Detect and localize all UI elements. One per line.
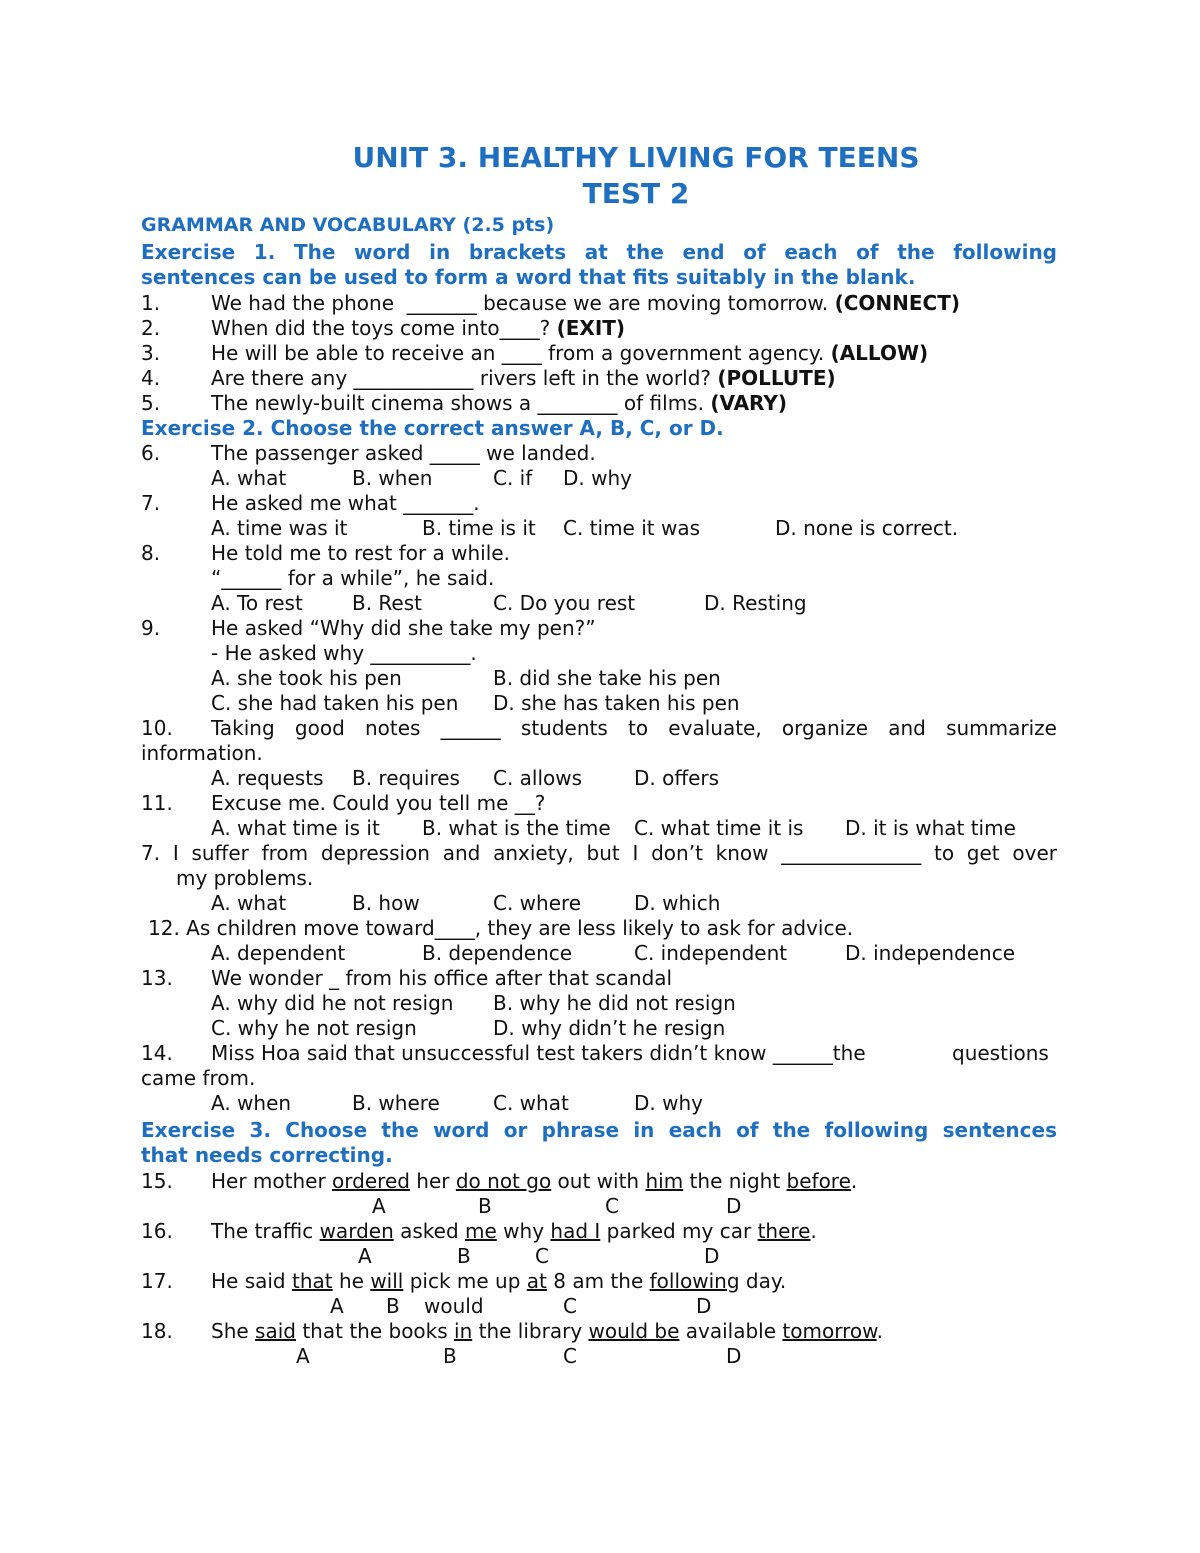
letter-c: C bbox=[563, 1294, 577, 1318]
question-keyword: (CONNECT) bbox=[834, 291, 961, 315]
exercise-1-heading-cont: sentences can be used to form a word that fits suitably in the blank. bbox=[141, 265, 916, 289]
page-title: UNIT 3. HEALTHY LIVING FOR TEENS bbox=[352, 141, 920, 174]
option-a: A. she took his pen bbox=[211, 666, 402, 690]
option-a: A. what bbox=[211, 466, 287, 490]
question-number: 11. bbox=[141, 791, 173, 815]
option-a: A. time was it bbox=[211, 516, 348, 540]
option-d: D. she has taken his pen bbox=[493, 691, 740, 715]
question-number: 3. bbox=[141, 341, 161, 365]
question-8: He told me to rest for a while. bbox=[211, 541, 510, 565]
question-8-prompt: “______ for a while”, he said. bbox=[211, 566, 495, 590]
question-number: 13. bbox=[141, 966, 173, 990]
underlined-a: ordered bbox=[332, 1169, 410, 1193]
underlined-d: tomorrow bbox=[782, 1319, 877, 1343]
text-segment: . bbox=[876, 1319, 883, 1343]
text-segment: He said bbox=[211, 1269, 292, 1293]
letter-b: B bbox=[386, 1294, 400, 1318]
question-keyword: (VARY) bbox=[710, 391, 787, 415]
option-d: D. why didn’t he resign bbox=[493, 1016, 726, 1040]
option-c: C. allows bbox=[493, 766, 583, 790]
option-a: A. To rest bbox=[211, 591, 303, 615]
letter-d: D bbox=[696, 1294, 712, 1318]
underlined-c: him bbox=[645, 1169, 684, 1193]
underlined-a: warden bbox=[319, 1219, 394, 1243]
option-d: D. offers bbox=[634, 766, 720, 790]
question-12: 12. As children move toward____, they are less likely to ask for advice. bbox=[148, 916, 854, 940]
letter-c: C bbox=[605, 1194, 619, 1218]
question-18 bbox=[211, 1319, 883, 1344]
option-d: D. Resting bbox=[704, 591, 807, 615]
question-number: 17. bbox=[141, 1269, 173, 1293]
text-segment: the library bbox=[472, 1319, 589, 1343]
underlined-b: in bbox=[454, 1319, 473, 1343]
section-heading: GRAMMAR AND VOCABULARY (2.5 pts) bbox=[141, 214, 555, 236]
option-b: B. time is it bbox=[422, 516, 536, 540]
option-c: C. why he not resign bbox=[211, 1016, 417, 1040]
underlined-c: had I bbox=[550, 1219, 601, 1243]
letter-c: C bbox=[535, 1244, 549, 1268]
text-segment: her bbox=[409, 1169, 456, 1193]
question-11: Excuse me. Could you tell me __? bbox=[211, 791, 546, 815]
text-segment: the night bbox=[683, 1169, 787, 1193]
question-14: Miss Hoa said that unsuccessful test takers didn’t know ______the bbox=[211, 1041, 866, 1065]
underlined-d: following bbox=[649, 1269, 740, 1293]
option-b: B. what is the time bbox=[422, 816, 611, 840]
correction-hint: would bbox=[424, 1294, 484, 1318]
text-segment: parked my car bbox=[600, 1219, 758, 1243]
option-b: B. how bbox=[352, 891, 420, 915]
letter-d: D bbox=[704, 1244, 720, 1268]
question-1 bbox=[211, 291, 960, 316]
underlined-a: that bbox=[292, 1269, 333, 1293]
question-16 bbox=[211, 1219, 817, 1244]
option-b: B. dependence bbox=[422, 941, 573, 965]
letter-a: A bbox=[330, 1294, 344, 1318]
question-text: Are there any ____________ rivers left in the world? bbox=[211, 366, 718, 390]
letter-b: B bbox=[457, 1244, 471, 1268]
question-10: Taking good notes ______ students to evaluate, organize and summarize bbox=[211, 716, 1057, 740]
question-3 bbox=[211, 341, 928, 366]
exercise-2-heading: Exercise 2. Choose the correct answer A, B, C, or D. bbox=[141, 416, 724, 440]
option-b: B. when bbox=[352, 466, 433, 490]
question-7-second-cont: my problems. bbox=[176, 866, 314, 890]
text-segment: that the books bbox=[295, 1319, 455, 1343]
letter-d: D bbox=[726, 1344, 742, 1368]
question-number: 9. bbox=[141, 616, 161, 640]
option-b: B. why he did not resign bbox=[493, 991, 736, 1015]
option-a: A. why did he not resign bbox=[211, 991, 454, 1015]
underlined-b: will bbox=[370, 1269, 404, 1293]
underlined-c: at bbox=[526, 1269, 547, 1293]
letter-b: B bbox=[478, 1194, 492, 1218]
text-segment: 8 am the bbox=[546, 1269, 650, 1293]
text-segment: available bbox=[679, 1319, 783, 1343]
question-7-second: 7. I suffer from depression and anxiety, but I don’t know ______________ to get over bbox=[141, 841, 1057, 865]
exercise-3-heading: Exercise 3. Choose the word or phrase in each of the following sentences bbox=[141, 1118, 1057, 1142]
question-7: He asked me what _______. bbox=[211, 491, 480, 515]
question-14-cont: came from. bbox=[141, 1066, 256, 1090]
option-d: D. it is what time bbox=[845, 816, 1016, 840]
question-number: 14. bbox=[141, 1041, 173, 1065]
question-number: 5. bbox=[141, 391, 161, 415]
option-d: D. why bbox=[634, 1091, 703, 1115]
underlined-d: there bbox=[757, 1219, 811, 1243]
question-text: When did the toys come into____? bbox=[211, 316, 557, 340]
option-d: D. independence bbox=[845, 941, 1015, 965]
letter-c: C bbox=[563, 1344, 577, 1368]
question-9-prompt: - He asked why __________. bbox=[211, 641, 477, 665]
letter-a: A bbox=[372, 1194, 386, 1218]
text-segment: he bbox=[332, 1269, 371, 1293]
option-d: D. which bbox=[634, 891, 721, 915]
question-2 bbox=[211, 316, 625, 341]
question-4 bbox=[211, 366, 836, 391]
question-number: 8. bbox=[141, 541, 161, 565]
underlined-b: do not go bbox=[455, 1169, 552, 1193]
exercise-3-heading-cont: that needs correcting. bbox=[141, 1143, 393, 1167]
text-segment: out with bbox=[551, 1169, 646, 1193]
letter-d: D bbox=[726, 1194, 742, 1218]
option-a: A. dependent bbox=[211, 941, 346, 965]
option-c: C. she had taken his pen bbox=[211, 691, 459, 715]
letter-b: B bbox=[443, 1344, 457, 1368]
question-text: He will be able to receive an ____ from a government agency. bbox=[211, 341, 831, 365]
text-segment: why bbox=[496, 1219, 551, 1243]
question-number: 2. bbox=[141, 316, 161, 340]
question-13: We wonder _ from his office after that scandal bbox=[211, 966, 673, 990]
option-b: B. where bbox=[352, 1091, 440, 1115]
text-segment: She bbox=[211, 1319, 256, 1343]
question-keyword: (POLLUTE) bbox=[717, 366, 836, 390]
option-a: A. what time is it bbox=[211, 816, 380, 840]
question-number: 7. bbox=[141, 491, 161, 515]
option-b: B. did she take his pen bbox=[493, 666, 721, 690]
option-a: A. what bbox=[211, 891, 287, 915]
question-text: We had the phone _______ because we are moving tomorrow. bbox=[211, 291, 835, 315]
option-c: C. time it was bbox=[563, 516, 701, 540]
exercise-1-heading: Exercise 1. The word in brackets at the end of each of the following bbox=[141, 240, 1057, 264]
underlined-c: would be bbox=[588, 1319, 680, 1343]
question-keyword: (ALLOW) bbox=[830, 341, 929, 365]
question-number: 6. bbox=[141, 441, 161, 465]
option-c: C. what bbox=[493, 1091, 569, 1115]
text-segment: asked bbox=[393, 1219, 466, 1243]
text-segment: The traffic bbox=[211, 1219, 320, 1243]
text-segment: . bbox=[810, 1219, 817, 1243]
question-number: 15. bbox=[141, 1169, 173, 1193]
option-d: D. why bbox=[563, 466, 632, 490]
question-number: 10. bbox=[141, 716, 173, 740]
option-b: B. requires bbox=[352, 766, 460, 790]
question-6: The passenger asked _____ we landed. bbox=[211, 441, 596, 465]
question-number: 18. bbox=[141, 1319, 173, 1343]
question-9: He asked “Why did she take my pen?” bbox=[211, 616, 596, 640]
question-10-cont: information. bbox=[141, 741, 263, 765]
option-c: C. what time it is bbox=[634, 816, 804, 840]
underlined-a: said bbox=[255, 1319, 296, 1343]
option-d: D. none is correct. bbox=[775, 516, 959, 540]
underlined-d: before bbox=[786, 1169, 851, 1193]
text-segment: Her mother bbox=[211, 1169, 333, 1193]
option-c: C. independent bbox=[634, 941, 788, 965]
text-segment: pick me up bbox=[403, 1269, 527, 1293]
option-c: C. if bbox=[493, 466, 533, 490]
question-keyword: (EXIT) bbox=[556, 316, 626, 340]
question-17 bbox=[211, 1269, 786, 1294]
question-15 bbox=[211, 1169, 857, 1194]
question-5 bbox=[211, 391, 787, 416]
text-segment: day. bbox=[739, 1269, 787, 1293]
question-number: 16. bbox=[141, 1219, 173, 1243]
letter-a: A bbox=[358, 1244, 372, 1268]
question-number: 1. bbox=[141, 291, 161, 315]
question-text: The newly-built cinema shows a ________ of films. bbox=[211, 391, 711, 415]
letter-a: A bbox=[296, 1344, 310, 1368]
option-a: A. requests bbox=[211, 766, 324, 790]
option-c: C. where bbox=[493, 891, 582, 915]
question-14-end: questions bbox=[952, 1041, 1049, 1065]
question-number: 4. bbox=[141, 366, 161, 390]
page-subtitle: TEST 2 bbox=[582, 177, 690, 210]
option-c: C. Do you rest bbox=[493, 591, 636, 615]
underlined-b: me bbox=[465, 1219, 497, 1243]
text-segment: . bbox=[850, 1169, 858, 1193]
option-a: A. when bbox=[211, 1091, 292, 1115]
option-b: B. Rest bbox=[352, 591, 422, 615]
